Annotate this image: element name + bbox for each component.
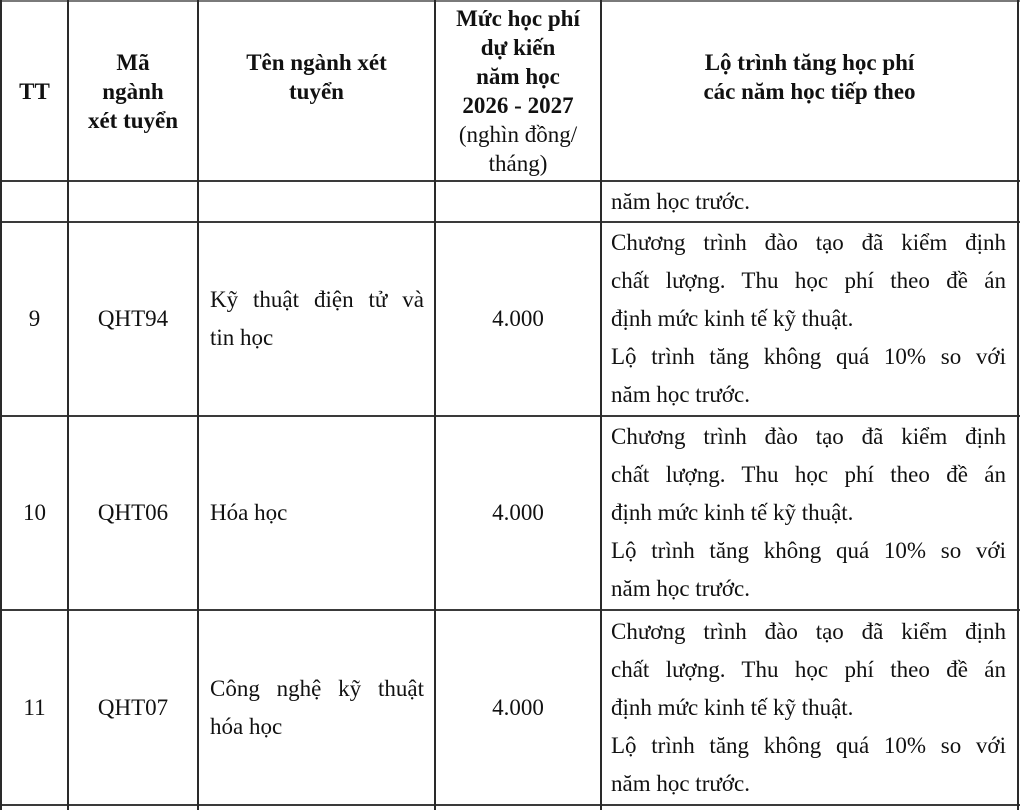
row-tt: 10 <box>23 500 46 525</box>
header-label-line: tuyển <box>289 79 344 104</box>
header-label-line: Mã <box>116 49 150 75</box>
row-tt: 9 <box>28 306 41 331</box>
row-lo-trinh-line: chất lượng. Thu học phí theo đề án <box>611 268 1006 293</box>
table-row-11-lo-trinh <box>611 611 1006 804</box>
row-lo-trinh-line: Chương trình đào tạo đã kiểm định <box>611 230 1006 255</box>
table-row-11-hoc-phi <box>436 611 600 804</box>
row-divider <box>0 804 1020 806</box>
continuation-cell <box>611 182 1011 221</box>
row-lo-trinh-line: chất lượng. Thu học phí theo đề án <box>611 656 1006 682</box>
row-lo-trinh-line: năm học trước. <box>611 382 750 407</box>
header-label-line: xét tuyển <box>87 107 179 133</box>
header-label-line: 2026 - 2027 <box>462 93 574 118</box>
table-row-9-ten <box>210 223 424 415</box>
header-unit-line: tháng) <box>488 151 548 176</box>
row-muc-hoc-phi: 4.000 <box>492 500 544 525</box>
header-label-line: các năm học tiếp theo <box>703 79 916 104</box>
row-ma-nganh: QHT94 <box>97 306 169 331</box>
header-label-line: năm học <box>476 64 560 89</box>
header-tt-label: TT <box>19 78 50 104</box>
row-muc-hoc-phi: 4.000 <box>492 306 544 331</box>
continuation-text: năm học trước. <box>611 188 750 214</box>
table-row-11-ten <box>210 611 424 804</box>
row-ten-nganh-line: Kỹ thuật điện tử và <box>210 287 424 312</box>
row-ten-nganh-line: hóa học <box>210 713 283 739</box>
table-row-10-ma <box>69 417 197 609</box>
table-row-10-tt <box>2 417 67 609</box>
header-ma-nganh <box>69 2 197 180</box>
row-lo-trinh-line: Chương trình đào tạo đã kiểm định <box>611 424 1006 449</box>
header-label-line: ngành <box>102 78 164 104</box>
table-row-9-ma <box>69 223 197 415</box>
row-lo-trinh-line: năm học trước. <box>611 770 750 796</box>
row-lo-trinh-line: Chương trình đào tạo đã kiểm định <box>611 618 1006 644</box>
header-muc-hoc-phi <box>436 2 600 180</box>
header-label-line: Tên ngành xét <box>246 50 387 75</box>
row-ma-nganh: QHT06 <box>97 500 169 525</box>
table-row-9-hoc-phi <box>436 223 600 415</box>
table-row-10-hoc-phi <box>436 417 600 609</box>
header-tt <box>2 2 67 180</box>
row-lo-trinh-line: Lộ trình tăng không quá 10% so với <box>611 344 1006 369</box>
row-lo-trinh-line: chất lượng. Thu học phí theo đề án <box>611 462 1006 487</box>
row-ten-nganh-line: tin học <box>210 325 274 350</box>
header-lo-trinh <box>602 2 1017 180</box>
row-lo-trinh-line: Lộ trình tăng không quá 10% so với <box>611 538 1006 563</box>
table-row-11-ma <box>69 611 197 804</box>
row-ten-nganh-line: Hóa học <box>210 500 288 525</box>
row-lo-trinh-line: Lộ trình tăng không quá 10% so với <box>611 732 1006 758</box>
table-row-9-lo-trinh <box>611 223 1006 415</box>
row-lo-trinh-line: định mức kinh tế kỹ thuật. <box>611 694 854 720</box>
table-row-11-tt <box>2 611 67 804</box>
row-muc-hoc-phi: 4.000 <box>492 694 544 720</box>
header-label-line: Lộ trình tăng học phí <box>704 50 915 75</box>
table-row-10-ten <box>210 417 424 609</box>
column-divider <box>1017 0 1019 810</box>
row-tt: 11 <box>23 694 46 720</box>
header-label-line: Mức học phí <box>456 6 580 31</box>
row-lo-trinh-line: định mức kinh tế kỹ thuật. <box>611 500 854 525</box>
row-lo-trinh-line: định mức kinh tế kỹ thuật. <box>611 306 854 331</box>
row-ma-nganh: QHT07 <box>97 694 169 720</box>
row-ten-nganh-line: Công nghệ kỹ thuật <box>210 675 424 701</box>
header-ten-nganh <box>199 2 434 180</box>
table-row-10-lo-trinh <box>611 417 1006 609</box>
row-lo-trinh-line: năm học trước. <box>611 576 750 601</box>
header-unit-line: (nghìn đồng/ <box>458 122 578 147</box>
table-row-9-tt <box>2 223 67 415</box>
header-label-line: dự kiến <box>480 35 556 60</box>
